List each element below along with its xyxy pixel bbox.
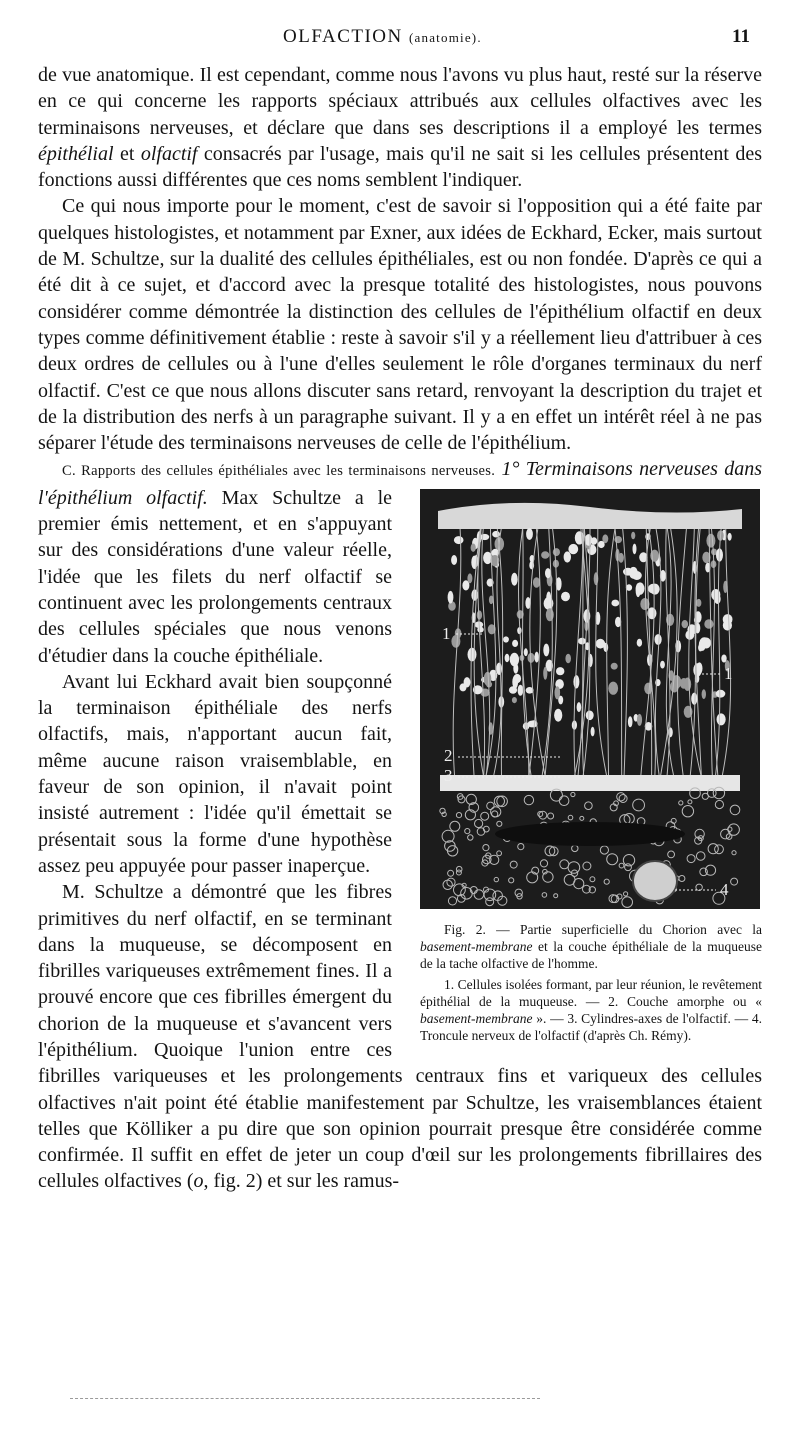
body-text [38, 62, 762, 1195]
p1-conj: et [119, 142, 135, 165]
running-title-text: OLFACTION [283, 26, 403, 47]
legend-part-1: 1. Cellules isolées formant, par leur réunion, le revêtement épithélial de la muqueuse. — 2. Couche amorphe ou « [420, 976, 762, 1009]
nerve-troncule [633, 861, 677, 901]
paragraph-1 [38, 62, 762, 193]
nerve-trunk [495, 822, 685, 846]
p1-end: consacrés par l'usage, mais qu'il ne sait si les cellules présentent des fonctions aussi différentes que ces noms semblent l'indiquer. [38, 142, 763, 192]
running-head [0, 26, 800, 56]
page-number: 11 [732, 26, 750, 47]
basement-membrane [440, 775, 740, 791]
paragraph-2: Ce qui nous importe pour le moment, c'est de savoir si l'opposition qui a été faite par quelques histologistes, et notamment par Exner, aux idées de Eckhard, Ecker, mais surtout de M. Schultze, sur la dualité des cellules épithéliales, est ou non fondée. D'après ce qui a été dit à ce sujet, et d'accord avec la presque totalité des histologistes, nous pouvons considérer comme démontrée la distinction des cellules de l'épithélium olfactif en deux types comme définitivement établie : reste à savoir s'il y a réellement lieu d'attribuer à ces deux ordres de cellules ou à l'une d'elles seulement le rôle d'organes terminaux du nerf olfactif. C'est ce que nous allons discuter sans retard, renvoyant la description du trajet et de la distribution des nerfs à un paragraphe suivant. Il y a en effet un intérêt réel à ne pas séparer l'étude des terminaisons nerveuses de celle de l'épithélium. [38, 195, 762, 455]
fig-label-3: 3 [444, 765, 453, 785]
caption-rest: et la couche épithéliale de la muqueuse de la tache olfactive de l'homme. [420, 938, 763, 971]
footer-rule [70, 1398, 540, 1399]
term-epithelial: épithélial [38, 142, 114, 165]
subsection-heading: 1° Terminaisons nerveuses dans l'épithélium olfactif. [38, 458, 763, 509]
p3-text: Max Schultze a le premier émis nettement, et en s'appuyant sur des considérations d'une valeur réelle, l'idée que les filets du nerf olfactif se continuent avec les prolongements centraux des cellules spéciales que nous venons d'étudier dans la couche épithéliale. [38, 486, 393, 667]
caption-term: basement-membrane [420, 938, 533, 954]
fig-label-2: 2 [444, 745, 453, 765]
caption-legend [420, 976, 762, 1044]
section-heading: C. Rapports des cellules épithéliales avec les terminaisons nerveuses. [62, 463, 496, 480]
figure-2 [414, 489, 762, 1044]
figure-caption [420, 921, 762, 1044]
caption-title [420, 921, 762, 972]
fig-label-4: 4 [720, 879, 729, 899]
p5-end: , fig. 2) et sur les ramus- [203, 1170, 400, 1193]
fig-label-1-right: 1 [724, 663, 733, 683]
p1-text: de vue anatomique. Il est cependant, comme nous l'avons vu plus haut, resté sur la réserve en ce qui concerne les rapports spéciaux attribués aux cellules olfactives avec les terminaisons nerveuses, et déclare que dans ses descriptions il a employé les termes [38, 64, 762, 139]
running-title [283, 26, 482, 48]
fig-label-1-left: 1 [442, 623, 451, 643]
caption-lead: Fig. 2. — Partie superficielle du Chorion avec la [444, 921, 762, 937]
legend-part-2: ». — 3. Cylindres-axes de l'olfactif. — 4. Troncule nerveux de l'olfactif (d'après Ch. Rémy). [420, 1010, 762, 1043]
p5-letter: o [193, 1170, 204, 1193]
figure-illustration [420, 489, 760, 909]
running-section: (anatomie). [409, 30, 482, 45]
p5-text: M. Schultze a démontré que les fibres primitives du nerf olfactif, en se terminant dans la muqueuse, se décomposent en fibrilles variqueuses extrêmement fines. Il a prouvé encore que ces fibrilles émergent du chorion de la muqueuse et s'avancent vers l'épithélium. Quoique l'union entre ces fibrilles variqueuses et les prolongements centraux fins et variqueux des cellules olfactives n'ait point été établie manifestement par Schultze, les vraisemblances étaient telles que Kölliker a pu dire que son opinion pourrait presque être considérée comme confirmée. Il suffit en effet de jeter un coup d'œil sur les prolongements fibrillaires des cellules olfactives ( [38, 881, 762, 1193]
legend-term: basement-membrane [420, 1010, 533, 1026]
paragraph-4: Avant lui Eckhard avait bien soupçonné la terminaison épithéliale des nerfs olfactifs, mais, n'apportant aucun fait, même aucune raison vraisemblable, en faveur de son opinion, il n'avait point insisté autrement : l'idée qu'il émettait se présentait sous la forme d'une hypothèse assez peu appuyée pour passer inaperçue. [38, 670, 392, 877]
term-olfactif: olfactif [140, 142, 198, 165]
